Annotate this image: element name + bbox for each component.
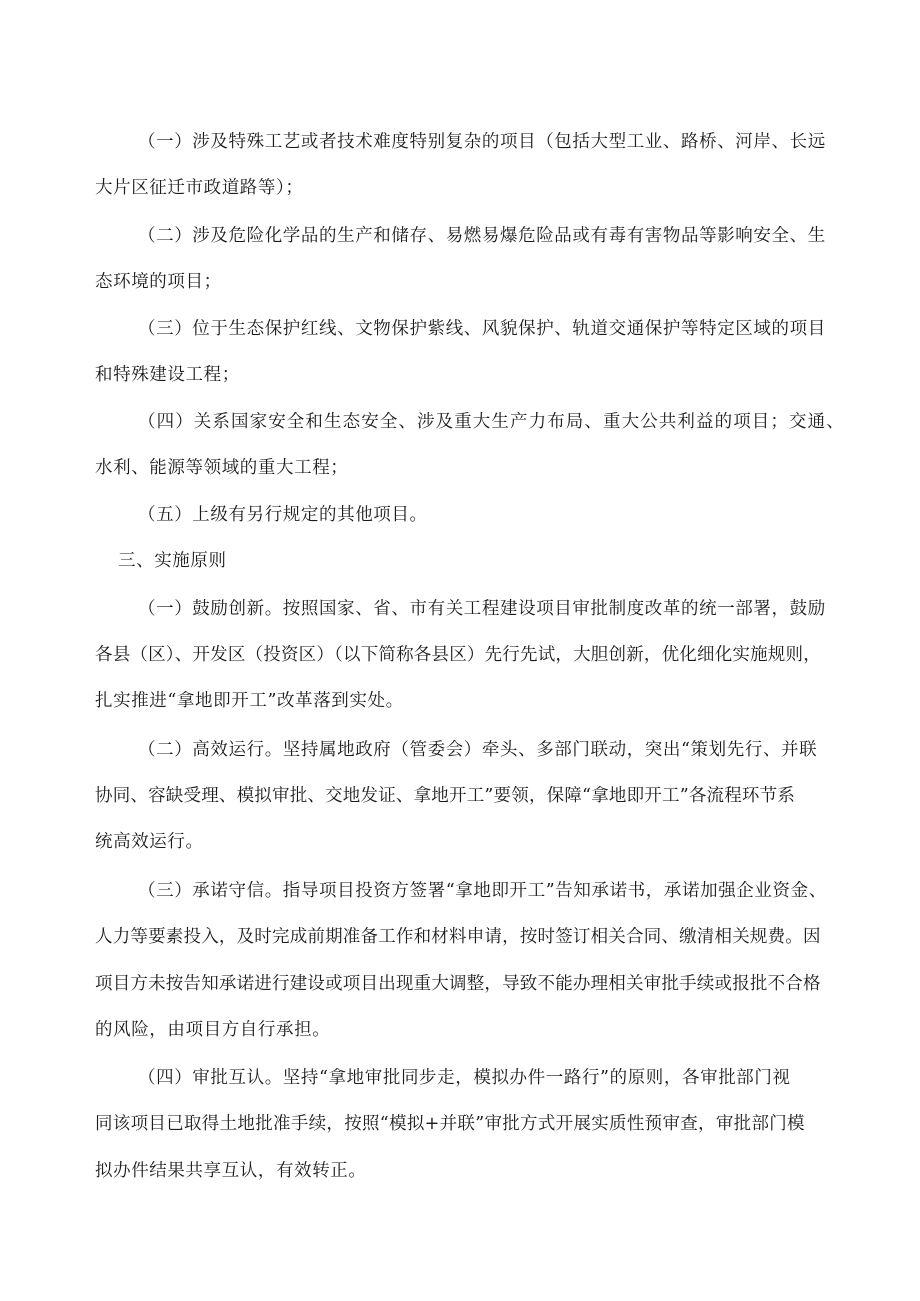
item-3-line-2: 和特殊建设工程； <box>95 365 240 385</box>
principle-3-line-3: 项目方未按告知承诺进行建设或项目出现重大调整，导致不能办理相关审批手续或报批不合格 <box>95 974 821 994</box>
item-1-line-1: （一）涉及特殊工艺或者技术难度特别复杂的项目（包括大型工业、路桥、河岸、长远 <box>138 132 826 152</box>
principle-4-line-3: 拟办件结果共享互认，有效转正。 <box>95 1161 367 1181</box>
principle-3-line-2: 人力等要素投入，及时完成前期准备工作和材料申请，按时签订相关合同、缴清相关规费。因 <box>95 927 821 947</box>
item-2-line-1: （二）涉及危险化学品的生产和储存、易燃易爆危险品或有毒有害物品等影响安全、生 <box>138 226 826 246</box>
principle-4-line-1: （四）审批互认。坚持“拿地审批同步走，模拟办件一路行”的原则，各审批部门视 <box>138 1068 791 1088</box>
item-4-line-2: 水利、能源等领域的重大工程； <box>95 458 349 478</box>
principle-1-line-1: （一）鼓励创新。按照国家、省、市有关工程建设项目审批制度改革的统一部署，鼓励 <box>138 599 826 619</box>
principle-4-line-2: 同该项目已取得土地批准手续，按照“模拟+并联”审批方式开展实质性预审查，审批部门模 <box>95 1114 805 1134</box>
item-3-line-1: （三）位于生态保护红线、文物保护紫线、风貌保护、轨道交通保护等特定区域的项目 <box>138 319 826 339</box>
item-2-line-2: 态环境的项目； <box>95 272 222 292</box>
principle-1-line-2: 各县（区）、开发区（投资区）（以下简称各县区）先行先试，大胆创新，优化细化实施规则， <box>95 645 821 665</box>
item-1-line-2: 大片区征迁市政道路等）； <box>95 178 304 198</box>
section-heading: 三、实施原则 <box>118 551 227 571</box>
item-4-line-1: （四）关系国家安全和生态安全、涉及重大生产力布局、重大公共利益的项目；交通、 <box>138 412 845 432</box>
item-5-line-1: （五）上级有另行规定的其他项目。 <box>138 505 428 525</box>
principle-2-line-1: （二）高效运行。坚持属地政府（管委会）牵头、多部门联动，突出“策划先行、并联 <box>138 740 818 760</box>
principle-3-line-4: 的风险，由项目方自行承担。 <box>95 1020 331 1040</box>
principle-2-line-2: 协同、容缺受理、模拟审批、交地发证、拿地开工”要领，保障“拿地即开工”各流程环节系 <box>95 786 796 806</box>
principle-2-line-3: 统高效运行。 <box>95 832 204 852</box>
principle-1-line-3: 扎实推进“拿地即开工”改革落到实处。 <box>95 691 404 711</box>
principle-3-line-1: （三）承诺守信。指导项目投资方签署“拿地即开工”告知承诺书，承诺加强企业资金、 <box>138 881 827 901</box>
